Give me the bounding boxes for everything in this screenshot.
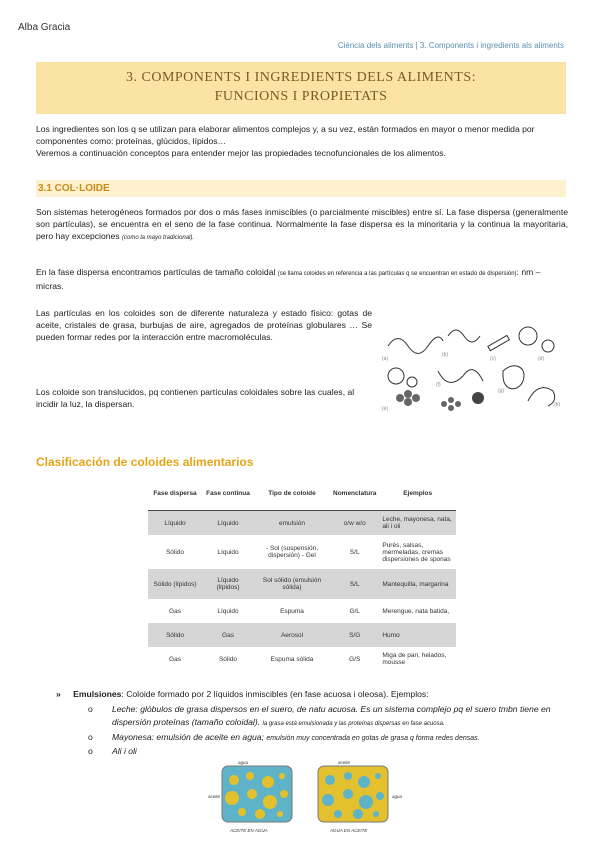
list-marker: o — [88, 732, 93, 742]
list-marker: o — [88, 704, 93, 714]
emulsions-label: Emulsiones — [73, 689, 122, 699]
header-fase-continua: Fase continua — [202, 476, 254, 511]
cell-nom: S/G — [330, 623, 379, 647]
header-fase-dispersa: Fase dispersa — [148, 476, 202, 511]
chapter-title-line2: FUNCIONS I PROPIETATS — [214, 89, 388, 104]
cell-ejemplos: Merengue, nata batida, — [382, 607, 450, 615]
fat-crystal-icon — [488, 335, 510, 350]
svg-text:(d): (d) — [538, 356, 545, 362]
colloid-p2-note: (se llama coloides en referencia a las partículas q se encuentran en estado de dispersión) — [277, 271, 517, 277]
protein-chain-icon — [448, 330, 480, 342]
colloid-p2: En la fase dispersa encontramos partículas de tamaño coloidal — [36, 267, 276, 277]
svg-text:(e): (e) — [382, 406, 389, 412]
emulsions-text: : Coloide formado por 2 líquidos inmiscibles (en fase acuosa i oleosa). Ejemplos: — [121, 689, 429, 699]
chapter-title-line1: 3. COMPONENTS I INGREDIENTS DELS ALIMENTS: — [126, 70, 476, 85]
svg-text:(f): (f) — [436, 382, 441, 388]
header-ejemplos: Ejemplos — [379, 476, 456, 511]
cell-tipo: Aerosol — [254, 623, 330, 647]
cell-continua: Gas — [202, 623, 254, 647]
label-left-bottom: ACEITE EN AGUA — [230, 828, 268, 833]
cell-dispersa: Líquido — [148, 511, 202, 536]
oil-droplet-icon — [519, 327, 537, 345]
list-item — [88, 731, 566, 745]
svg-text:(a): (a) — [382, 356, 389, 362]
cell-nom: G/L — [349, 607, 360, 615]
cell-tipo: - Sol (suspensión, dispersión) - Gel — [265, 545, 319, 559]
cell-ejemplos: Humo — [379, 623, 456, 647]
table-row — [148, 623, 456, 647]
cell-dispersa: Sólido — [165, 548, 185, 556]
list-marker: o — [88, 746, 93, 756]
svg-text:(h): (h) — [554, 402, 561, 408]
cell-tipo: Sol sólido (emulsión sólida) — [254, 569, 330, 599]
intro-paragraph — [36, 123, 568, 160]
cell-nom: S/L — [330, 569, 379, 599]
svg-text:(c): (c) — [490, 356, 496, 362]
list-item-note: emulsión muy concentrada en gotas de grasa q forma redes densas. — [266, 735, 480, 742]
label-right-top: aceite — [338, 760, 351, 765]
cell-nom: S/L — [349, 548, 360, 556]
colloid-particles-illustration — [378, 316, 568, 412]
air-bubble-icon — [542, 340, 554, 352]
cell-ejemplos: Leche, mayonesa, nata, ali i oli — [379, 511, 456, 536]
list-item-text: Leche: glóbulos de grasa dispersos en el suero, de natu acuosa. Es un sistema complejo pq el suero tmbn tiene en dispersión proteínas (tamaño coloidal). la grasa está emulsionada y las proteínas dispersas en fase acuosa. — [112, 704, 551, 727]
cell-ejemplos: Mantequilla, margarina — [379, 569, 456, 599]
classification-heading: Clasificación de coloides alimentarios — [36, 455, 254, 469]
cell-dispersa: Gas — [169, 607, 181, 615]
intro-p1: Los ingredientes son los q se utilizan para elaborar alimentos complejos y, a su vez, están formados en mayor o menor medida por componentes como: proteínas, glúcidos, lípidos… — [36, 124, 535, 147]
list-item-text: Ali i oli — [112, 746, 137, 756]
svg-text:(b): (b) — [442, 352, 449, 358]
table-row — [148, 647, 456, 671]
list-item — [88, 703, 566, 731]
cell-ejemplos: Miga de pan, helados, mousse — [382, 652, 447, 666]
cell-continua: Líquido (lípidos) — [202, 569, 254, 599]
header-tipo-coloide: Tipo de coloide — [254, 476, 330, 511]
emulsions-bullet — [56, 688, 568, 701]
cell-continua: Líquido — [217, 548, 239, 556]
table-row — [148, 569, 456, 599]
table-header-row — [148, 476, 456, 511]
water-in-oil-beaker — [318, 766, 388, 822]
cell-dispersa: Sólido (lípidos) — [148, 569, 202, 599]
author-name: Alba Gracia — [18, 22, 71, 33]
running-head: Ciència dels aliments | 3. Components i ingredients als aliments — [337, 41, 564, 50]
table-row — [148, 511, 456, 536]
svg-text:(g): (g) — [498, 388, 505, 394]
chapter-title-box — [36, 62, 566, 114]
table-row — [148, 599, 456, 623]
list-item-note: la grasa está emulsionada y las proteínas dispersas en fase acuosa. — [262, 721, 445, 727]
header-nomenclatura: Nomenclatura — [330, 476, 379, 511]
section-heading-bar — [36, 180, 566, 197]
cell-dispersa: Gas — [169, 655, 181, 663]
colloid-particles-paragraph: Las partículas en los coloides son de diferente naturaleza y estado físico: gotas de aceite, cristales de grasa, burbujas de aire, agregados de proteínas globulares … Se pueden formar redes por la interacción entre macromoléculas. — [36, 308, 372, 343]
emulsion-beakers-figure — [208, 758, 418, 838]
cell-tipo: emulsión — [254, 511, 330, 536]
cell-tipo: Espuma — [280, 607, 304, 615]
list-item-text: Mayonesa: emulsión de aceite en agua; emulsión muy concentrada en gotas de grasa q forma redes densas. — [112, 732, 480, 742]
label-left-top: agua — [238, 760, 249, 765]
macromolecule-strand-icon — [388, 337, 443, 354]
colloid-definition — [36, 206, 568, 245]
label-right-bottom: AGUA EN ACEITE — [330, 828, 368, 833]
intro-p2: Veremos a continuación conceptos para entender mejor las propiedades tecnofuncionales de los alimentos. — [36, 148, 446, 159]
list-item — [88, 745, 566, 758]
emulsions-list — [88, 703, 566, 758]
colloid-p2-end: : nm – micras. — [36, 267, 541, 292]
table-row — [148, 535, 456, 569]
cell-nom: G/S — [349, 655, 361, 663]
colloid-light-paragraph: Los coloide son translucidos, pq contienen partículas coloidales sobre las cuales, al incidir la luz, la dispersan. — [36, 387, 355, 410]
cell-dispersa: Sólido — [148, 623, 202, 647]
oil-in-water-beaker — [222, 766, 292, 822]
colloid-p1-note: (como la mayo tradicional). — [122, 235, 195, 242]
colloid-p1: Son sistemas heterogéneos formados por dos o más fases inmiscibles (o parcialmente miscibles) entre sí. La fase dispersa (generalmente son partículas), se encuentra en el seno de la fase continua. Normalmente la fase dispersa es la minoritaria y la continua la mayoritaria, pero hay excepciones — [36, 207, 568, 242]
bullet-marker: » — [56, 689, 61, 699]
label-right-side: agua — [392, 794, 403, 799]
cell-continua: Líquido — [202, 511, 254, 536]
cell-nom: o/w w/o — [330, 511, 379, 536]
cell-tipo: Espuma sólida — [270, 655, 314, 663]
cell-continua: Líquido — [217, 607, 239, 615]
colloid-size-paragraph — [36, 266, 568, 292]
cell-ejemplos: Purés, salsas, mermeladas, cremas dispersiones de sponas — [382, 541, 451, 563]
section-heading: 3.1 COL·LOIDE — [38, 183, 110, 194]
colloid-classification-table — [148, 476, 456, 671]
cell-continua: Sólido — [218, 655, 238, 663]
label-left-side: aceite — [208, 794, 221, 799]
